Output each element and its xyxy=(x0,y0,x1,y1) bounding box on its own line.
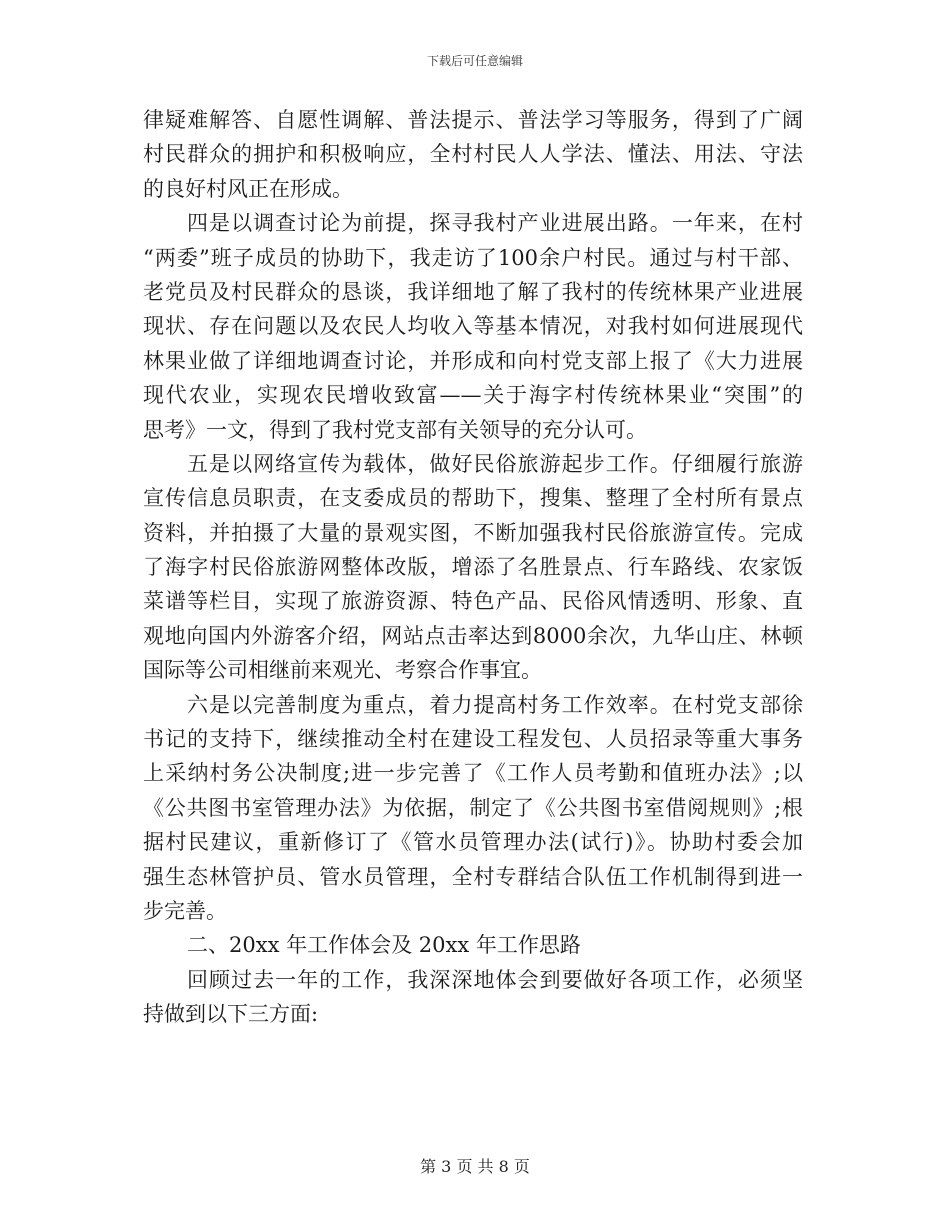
text-line: 村民群众的拥护和积极响应，全村村民人人学法、懂法、用法、守法 xyxy=(143,142,803,167)
text-line: 上采纳村务公决制度;进一步完善了《工作人员考勤和值班办法》;以 xyxy=(143,761,803,786)
text-line: 书记的支持下，继续推动全村在建设工程发包、人员招录等重大事务 xyxy=(143,727,803,752)
text-line: 林果业做了详细地调查讨论，并形成和向村党支部上报了《大力进展 xyxy=(143,348,803,373)
text-line: 六是以完善制度为重点，着力提高村务工作效率。在村党支部徐 xyxy=(187,692,803,717)
text-line: 回顾过去一年的工作，我深深地体会到要做好各项工作，必须坚 xyxy=(187,967,803,992)
text-line: 的良好村风正在形成。 xyxy=(143,176,353,201)
page-header: 下载后可任意编辑 xyxy=(426,54,523,68)
text-line: “两委”班子成员的协助下，我走访了100余户村民。通过与村干部、 xyxy=(143,245,803,270)
text-line: 二、20xx 年工作体会及 20xx 年工作思路 xyxy=(187,933,581,958)
text-line: 强生态林管护员、管水员管理，全村专群结合队伍工作机制得到进一 xyxy=(143,864,803,889)
text-line: 现代农业，实现农民增收致富——关于海字村传统林果业“突围”的 xyxy=(143,383,803,408)
text-line: 据村民建议，重新修订了《管水员管理办法(试行)》。协助村委会加 xyxy=(143,830,803,855)
text-line: 步完善。 xyxy=(143,898,227,923)
text-line: 四是以调查讨论为前提，探寻我村产业进展出路。一年来，在村 xyxy=(187,211,803,236)
text-line: 律疑难解答、自愿性调解、普法提示、普法学习等服务，得到了广阔 xyxy=(143,108,803,132)
text-line: 宣传信息员职责，在支委成员的帮助下，搜集、整理了全村所有景点 xyxy=(143,486,803,511)
text-line: 菜谱等栏目，实现了旅游资源、特色产品、民俗风情透明、形象、直 xyxy=(143,589,803,614)
text-line: 了海字村民俗旅游网整体改版，增添了名胜景点、行车路线、农家饭 xyxy=(143,555,803,580)
text-line: 《公共图书室管理办法》为依据，制定了《公共图书室借阅规则》;根 xyxy=(143,795,803,820)
text-line: 持做到以下三方面: xyxy=(143,1002,319,1027)
text-line: 现状、存在问题以及农民人均收入等基本情况，对我村如何进展现代 xyxy=(143,314,803,339)
text-line: 思考》一文，得到了我村党支部有关领导的充分认可。 xyxy=(143,417,647,442)
text-line: 观地向国内外游客介绍，网站点击率达到8000余次，九华山庄、林顿 xyxy=(143,623,803,648)
page-footer: 第 3 页 共 8 页 xyxy=(420,1157,530,1176)
text-line: 五是以网络宣传为载体，做好民俗旅游起步工作。仔细履行旅游 xyxy=(187,451,803,476)
text-line: 老党员及村民群众的恳谈，我详细地了解了我村的传统林果产业进展 xyxy=(143,279,803,304)
document-body xyxy=(143,103,803,1032)
text-line: 国际等公司相继前来观光、考察合作事宜。 xyxy=(143,658,542,683)
text-line: 资料，并拍摄了大量的景观实图，不断加强我村民俗旅游宣传。完成 xyxy=(143,520,803,545)
